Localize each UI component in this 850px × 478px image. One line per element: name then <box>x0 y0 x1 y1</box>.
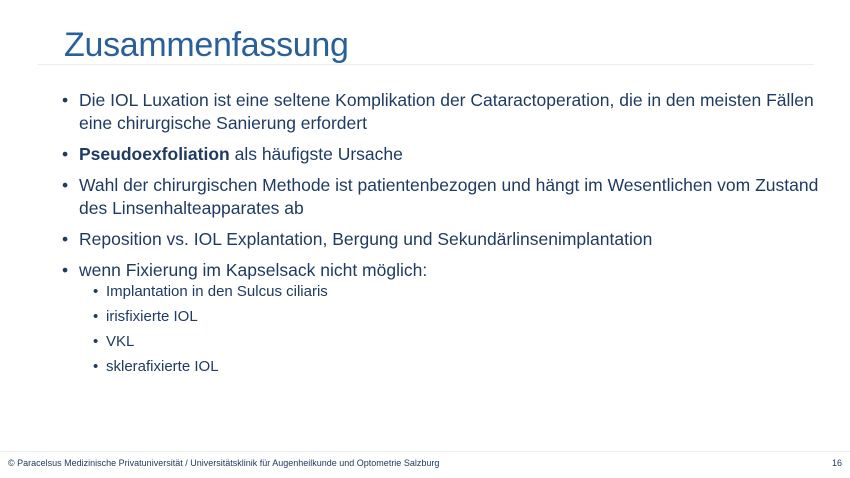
page-number: 16 <box>831 458 842 468</box>
sub-bullet-item: • sklerafixierte IOL <box>93 358 822 376</box>
sub-bullet-item: • irisfixierte IOL <box>93 308 822 326</box>
bullet-bold-text: Pseudoexfoliation <box>79 144 230 164</box>
bullet-text: Reposition vs. IOL Explantation, Bergung und Sekundärlinsenimplantation <box>79 229 653 249</box>
sub-bullet-list <box>79 283 822 376</box>
sub-bullet-item: • VKL <box>93 333 822 351</box>
footer-copyright: © Paracelsus Medizinische Privatuniversität / Universitätsklinik für Augenheilkunde und Optometrie Salzburg <box>8 458 440 468</box>
bullet-item <box>62 89 822 135</box>
title-divider <box>38 64 814 65</box>
sub-bullet-item: • Implantation in den Sulcus ciliaris <box>93 283 822 301</box>
bullet-list <box>62 89 822 384</box>
footer-divider <box>0 451 850 452</box>
bullet-text: wenn Fixierung im Kapselsack nicht möglich: <box>79 260 428 280</box>
bullet-text: als häufigste Ursache <box>229 144 403 164</box>
bullet-item <box>62 228 822 251</box>
slide-title: Zusammenfassung <box>64 26 349 64</box>
bullet-text: Die IOL Luxation ist eine seltene Komplikation der Cataractoperation, die in den meisten Fällen eine chirurgische Sanierung erfordert <box>79 90 814 133</box>
bullet-item <box>62 259 822 376</box>
bullet-item <box>62 143 822 166</box>
bullet-text: Wahl der chirurgischen Methode ist patientenbezogen und hängt im Wesentlichen vom Zustand des Linsenhalteapparates ab <box>79 175 819 218</box>
bullet-item <box>62 174 822 220</box>
